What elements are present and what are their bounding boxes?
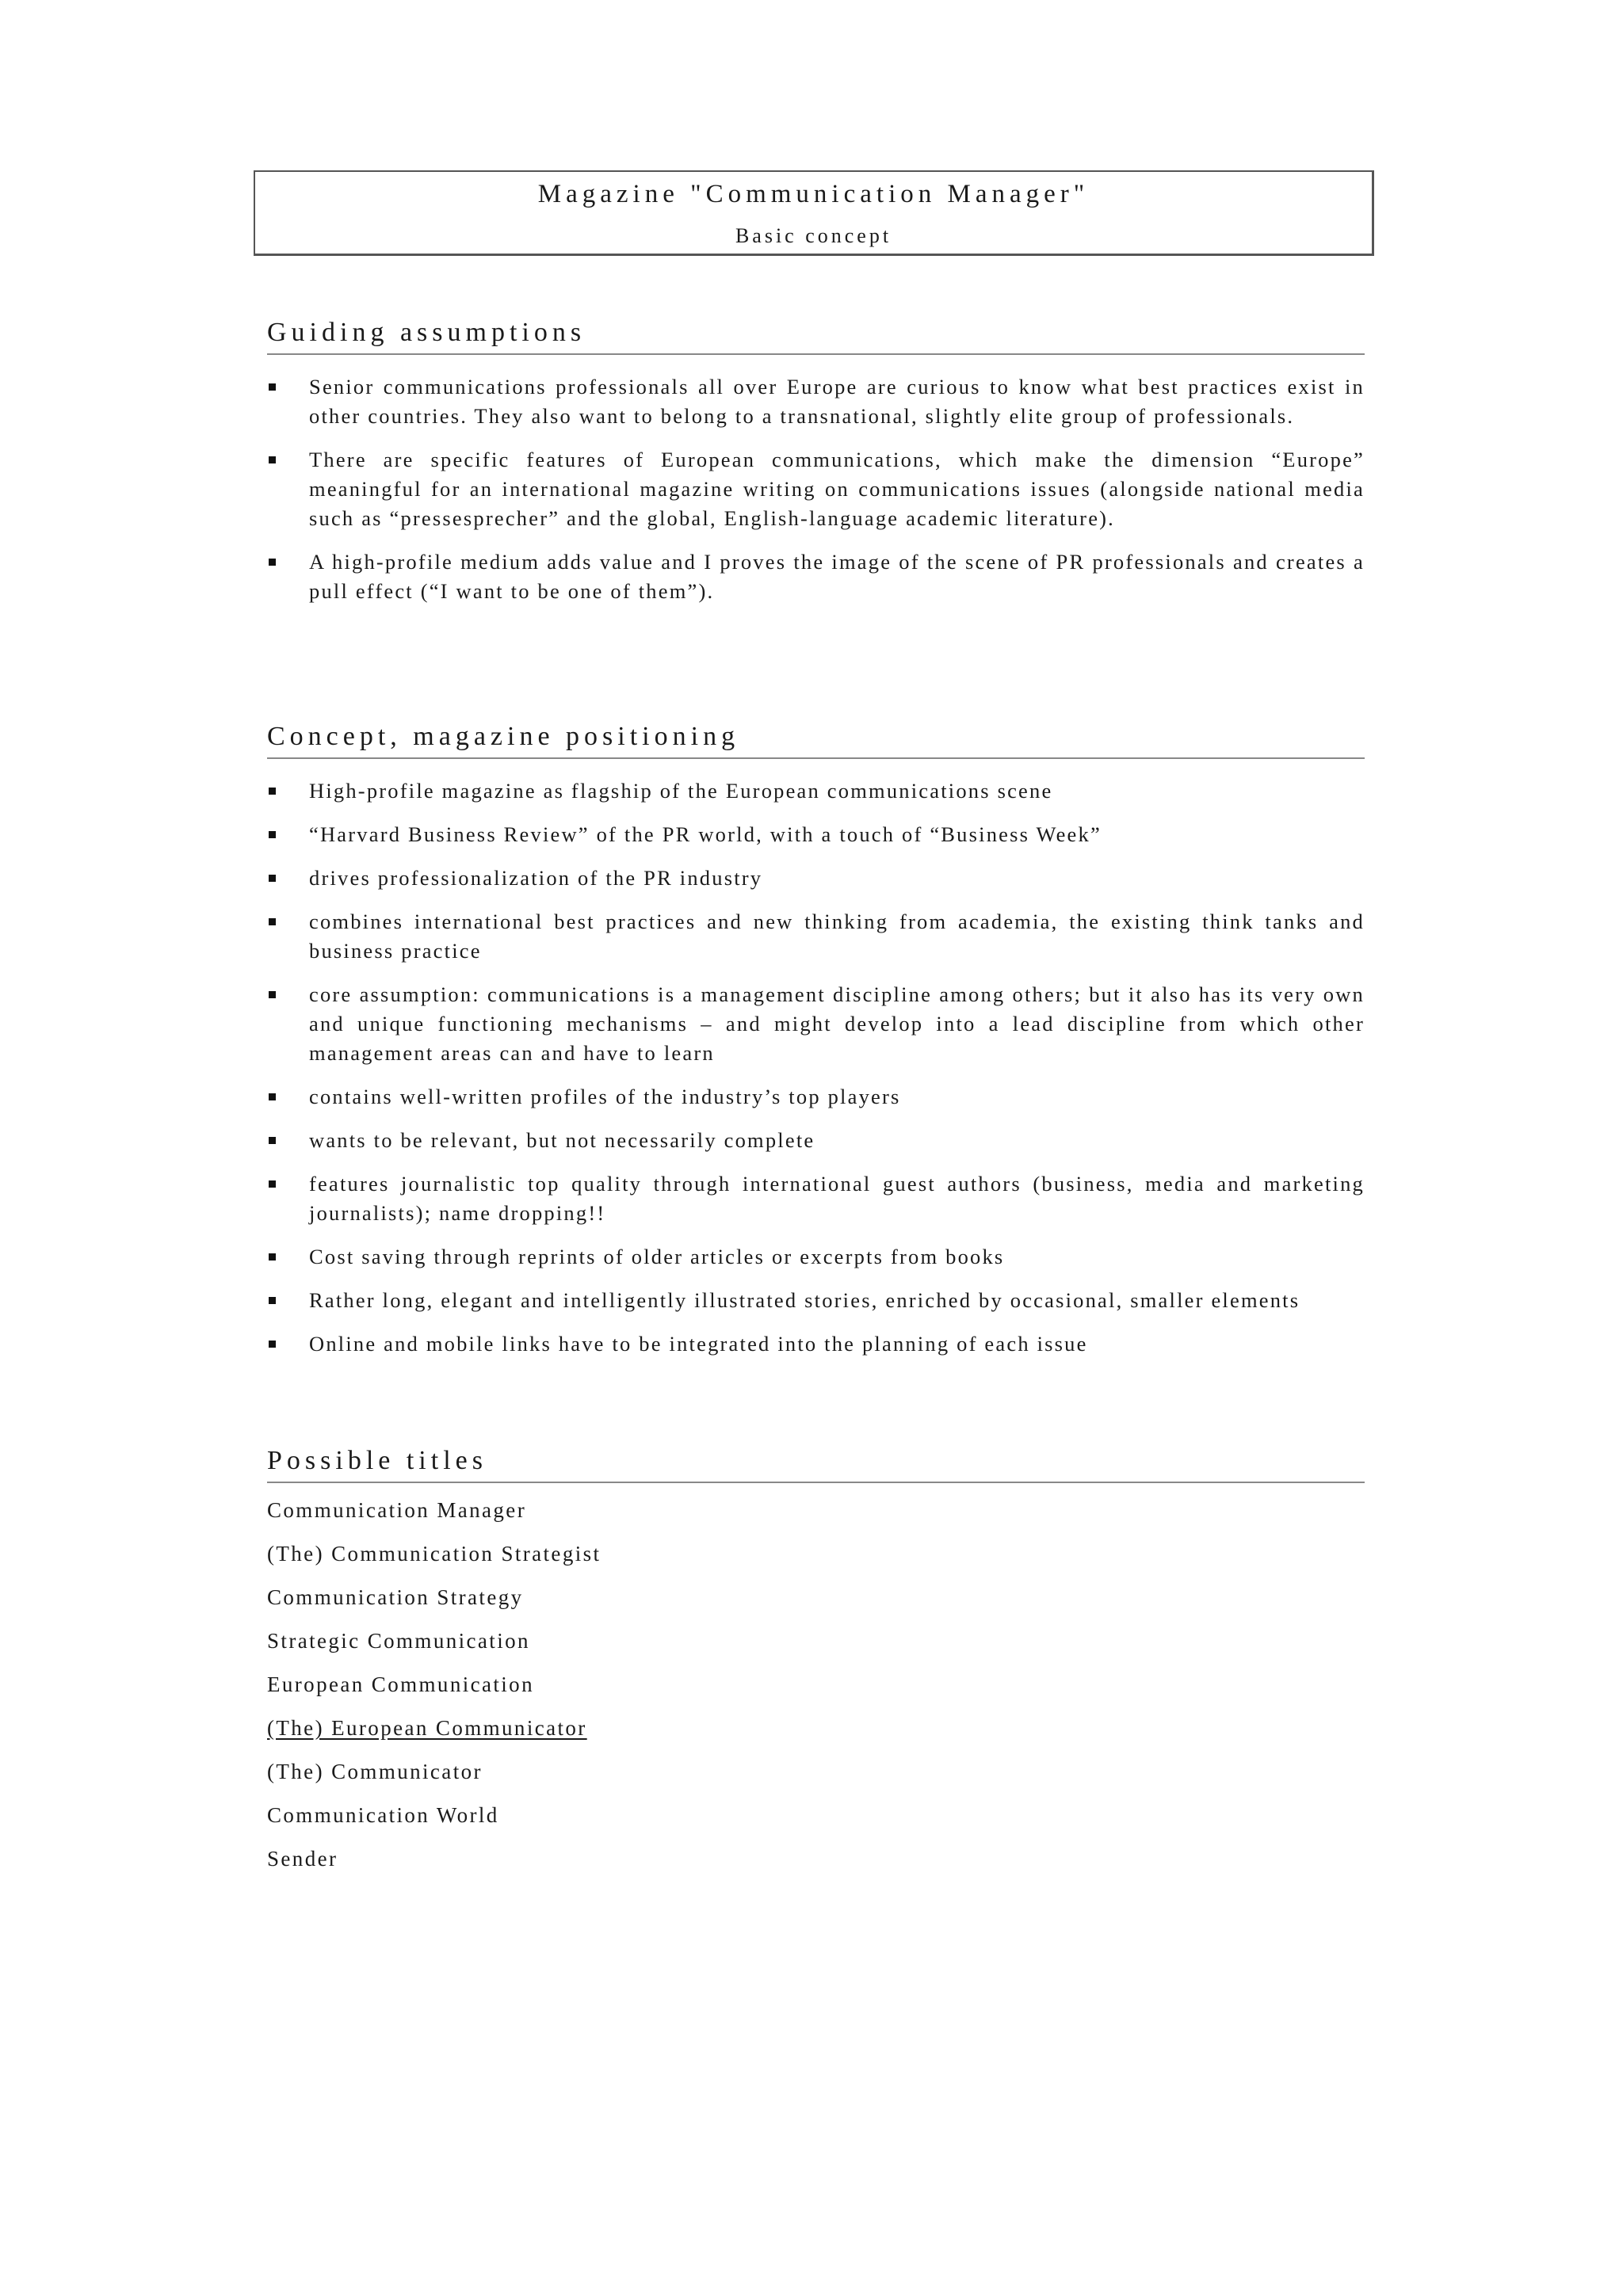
section-heading: Possible titles [267, 1444, 1365, 1483]
list-item [267, 907, 1365, 966]
list-item-text: Rather long, elegant and intelligently illustrated stories, enriched by occasional, smaller elements [309, 1288, 1300, 1312]
list-item [267, 1126, 1365, 1155]
title-option: Sender [267, 1847, 338, 1871]
bullet-icon [269, 875, 276, 882]
bullet-icon [269, 918, 276, 925]
bullet-icon [269, 559, 276, 566]
list-item [267, 445, 1365, 533]
bullet-list [267, 776, 1365, 1359]
list-item-text: drives professionalization of the PR industry [309, 866, 763, 890]
list-item [267, 1242, 1365, 1272]
list-item-text: Online and mobile links have to be integrated into the planning of each issue [309, 1332, 1088, 1356]
title-option: (The) Communication Strategist [267, 1542, 601, 1566]
bullet-icon [269, 456, 276, 463]
section-guiding-assumptions [267, 315, 1365, 606]
title-option: European Communication [267, 1672, 534, 1696]
list-item-text: Senior communications professionals all over Europe are curious to know what best practices exist in other countries. They also want to belong to a transnational, slightly elite group of professionals. [309, 375, 1365, 428]
list-item-text: “Harvard Business Review” of the PR world, with a touch of “Business Week” [309, 822, 1102, 846]
underlined-title: (The) European Communicator [267, 1716, 587, 1740]
list-item [267, 547, 1365, 606]
bullet-icon [269, 1297, 276, 1304]
bullet-icon [269, 1180, 276, 1188]
list-item [267, 980, 1365, 1068]
title-box [254, 170, 1374, 256]
bullet-icon [269, 1253, 276, 1261]
section-possible-titles [267, 1444, 1365, 1888]
section-heading: Concept, magazine positioning [267, 719, 1365, 759]
title-option-underlined [267, 1714, 1365, 1743]
bullet-icon [269, 1093, 276, 1100]
bullet-icon [269, 831, 276, 838]
list-item [267, 864, 1365, 893]
list-item-text: combines international best practices and new thinking from academia, the existing think tanks and business practice [309, 910, 1365, 963]
title-option: Strategic Communication [267, 1629, 530, 1653]
list-item-text: High-profile magazine as flagship of the European communications scene [309, 779, 1053, 803]
list-item [267, 1286, 1365, 1315]
document-title: Magazine "Communication Manager" [537, 180, 1090, 208]
list-item [267, 1082, 1365, 1112]
list-item-text: Cost saving through reprints of older articles or excerpts from books [309, 1245, 1005, 1268]
titles-list [267, 1496, 1365, 1874]
list-item [267, 820, 1365, 849]
bullet-icon [269, 991, 276, 998]
bullet-icon [269, 1341, 276, 1348]
section-concept-positioning [267, 719, 1365, 1359]
list-item-text: features journalistic top quality through international guest authors (business, media and marketing journalists); name dropping!! [309, 1172, 1365, 1225]
bullet-icon [269, 1137, 276, 1144]
document-subtitle: Basic concept [735, 224, 892, 247]
title-option: Communication World [267, 1803, 499, 1827]
list-item-text: contains well-written profiles of the industry’s top players [309, 1085, 901, 1108]
bullet-list [267, 372, 1365, 606]
list-item [267, 1169, 1365, 1228]
bullet-icon [269, 383, 276, 391]
list-item [267, 372, 1365, 431]
list-item-text: There are specific features of European communications, which make the dimension “Europe” meaningful for an international magazine writing on communications issues (alongside national media such as “pressesprecher” and the global, English-language academic literature). [309, 448, 1365, 530]
list-item [267, 776, 1365, 806]
list-item-text: wants to be relevant, but not necessarily complete [309, 1128, 815, 1152]
list-item-text: core assumption: communications is a management discipline among others; but it also has its very own and unique functioning mechanisms – and might develop into a lead discipline from which other management areas can and have to learn [309, 982, 1365, 1065]
title-option: (The) Communicator [267, 1760, 483, 1783]
list-item [267, 1329, 1365, 1359]
title-option: Communication Strategy [267, 1585, 524, 1609]
section-heading: Guiding assumptions [267, 315, 1365, 355]
title-option: Communication Manager [267, 1498, 527, 1522]
bullet-icon [269, 788, 276, 795]
list-item-text: A high-profile medium adds value and I proves the image of the scene of PR professionals and creates a pull effect (“I want to be one of them”). [309, 550, 1365, 603]
